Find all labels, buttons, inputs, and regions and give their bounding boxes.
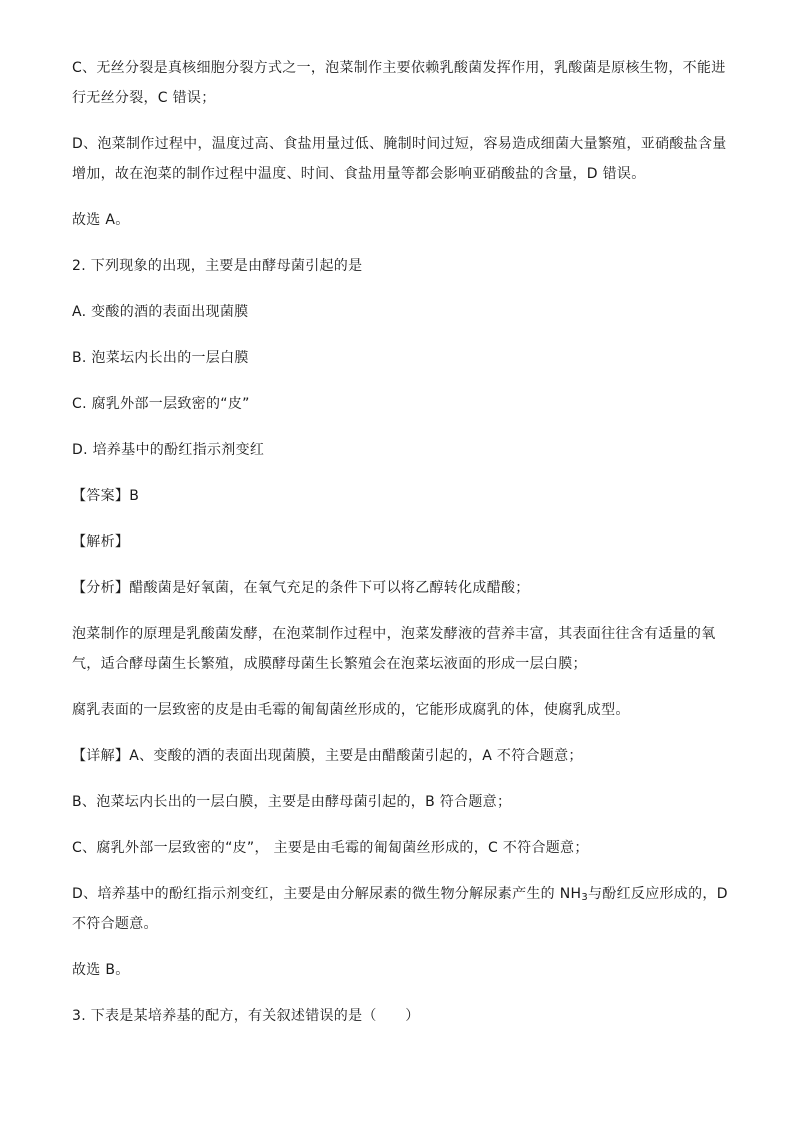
text-line: 泡菜制作的原理是乳酸菌发酵，在泡菜制作过程中，泡菜发酵液的营养丰富，其表面往往含有适量的氧	[72, 626, 716, 642]
text-line	[72, 884, 728, 904]
question-3-stem: 3. 下表是某培养基的配方，有关叙述错误的是（ ）	[72, 1008, 420, 1024]
detail-d	[72, 884, 728, 934]
conclusion-q1: 故选 A。	[72, 212, 130, 228]
fenxi-label: 【分析】	[72, 580, 130, 596]
analysis-heading: 【解析】	[72, 534, 130, 550]
xiangjie-text: A、变酸的酒的表面出现菌膜，主要是由醋酸菌引起的，A 不符合题意；	[129, 748, 583, 764]
paragraph-pickle-principle	[72, 624, 722, 674]
question-2-option-a: A. 变酸的酒的表面出现菌膜	[72, 304, 249, 320]
question-2-option-d: D. 培养基中的酚红指示剂变红	[72, 442, 265, 458]
answer-label: 【答案】	[72, 488, 130, 504]
detail-c: C、腐乳外部一层致密的“皮”， 主要是由毛霉的匍匐菌丝形成的，C 不符合题意；	[72, 840, 589, 856]
answer-value: B	[129, 488, 140, 504]
text-line: 增加，故在泡菜的制作过程中温度、时间、食盐用量等都会影响亚硝酸盐的含量，D 错误。	[72, 166, 646, 182]
document-page	[72, 58, 728, 1026]
text-line: 不符合题意。	[72, 916, 158, 932]
answer-line	[72, 486, 722, 506]
detail-a	[72, 746, 722, 766]
text-line: 行无丝分裂，C 错误；	[72, 90, 216, 106]
text-line: D、泡菜制作过程中，温度过高、食盐用量过低、腌制时间过短，容易造成细菌大量繁殖，亚硝酸盐含量	[72, 136, 727, 152]
xiangjie-label: 【详解】	[72, 748, 130, 764]
question-2-stem: 2. 下列现象的出现，主要是由酵母菌引起的是	[72, 258, 363, 274]
paragraph-sufu-skin: 腐乳表面的一层致密的皮是由毛霉的匍匐菌丝形成的，它能形成腐乳的体，使腐乳成型。	[72, 702, 630, 718]
subscript-3: 3	[581, 892, 588, 903]
text-line: C、无丝分裂是真核细胞分裂方式之一，泡菜制作主要依赖乳酸菌发挥作用，乳酸菌是原核生物，不能进	[72, 60, 726, 76]
question-2-option-c: C. 腐乳外部一层致密的“皮”	[72, 396, 250, 412]
question-2-option-b: B. 泡菜坛内长出的一层白膜	[72, 350, 249, 366]
detail-d-text-post: 与酚红反应形成的，D	[588, 886, 728, 902]
detail-d-text: D、培养基中的酚红指示剂变红，主要是由分解尿素的微生物分解尿素产生的 NH	[72, 886, 582, 902]
conclusion-q2: 故选 B。	[72, 962, 130, 978]
paragraph-option-c-explanation	[72, 58, 726, 108]
analysis-fenxi	[72, 578, 722, 598]
fenxi-text: 醋酸菌是好氧菌，在氧气充足的条件下可以将乙醇转化成醋酸；	[129, 580, 530, 596]
detail-b: B、泡菜坛内长出的一层白膜，主要是由酵母菌引起的，B 符合题意；	[72, 794, 512, 810]
paragraph-option-d-explanation	[72, 134, 727, 184]
text-line: 气，适合酵母菌生长繁殖，成膜酵母菌生长繁殖会在泡菜坛液面的形成一层白膜；	[72, 656, 587, 672]
